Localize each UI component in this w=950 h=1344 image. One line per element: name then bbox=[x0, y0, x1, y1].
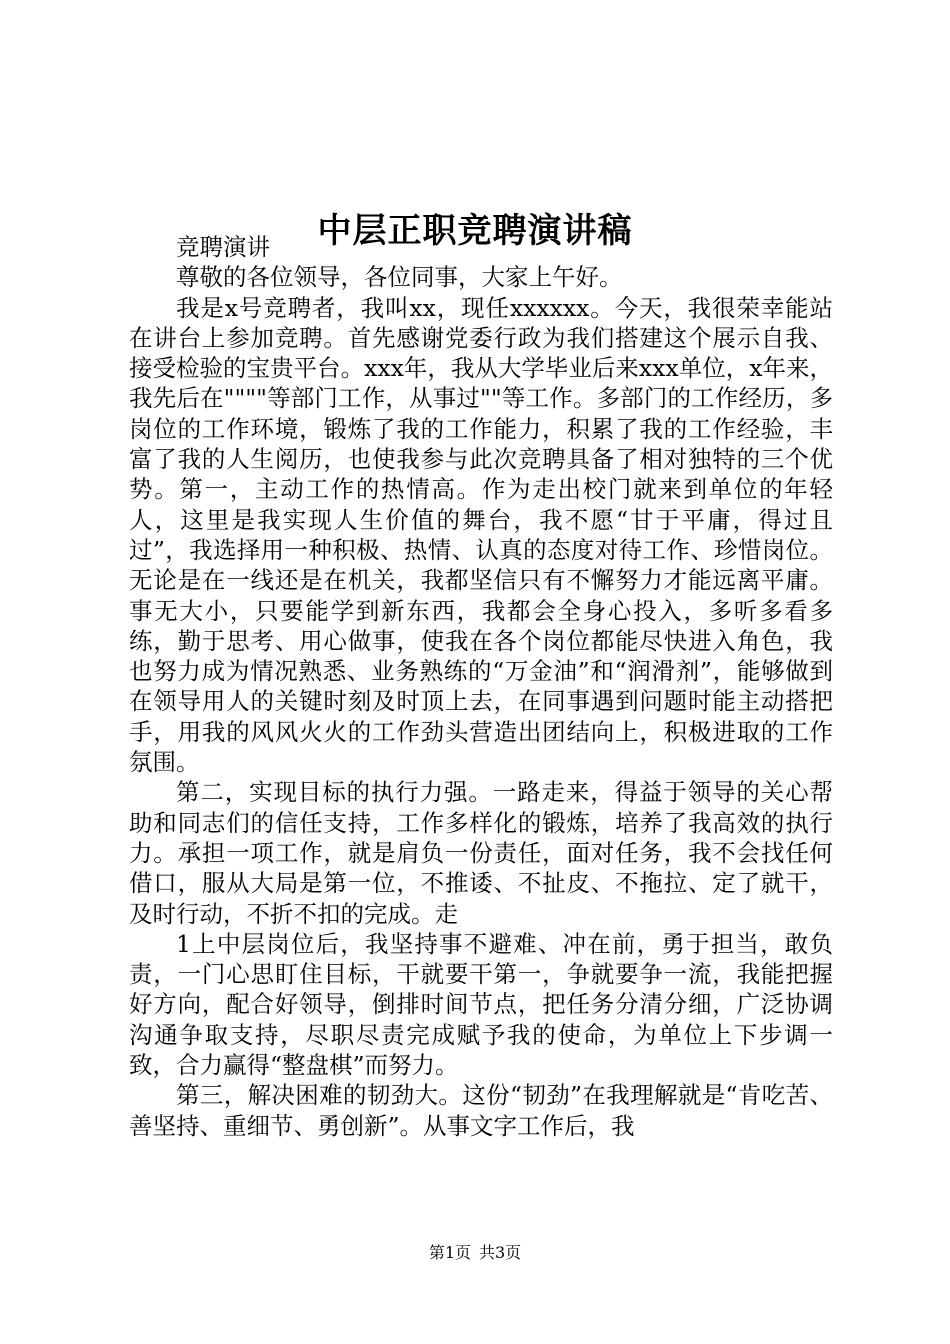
paragraph-greeting: 尊敬的各位领导，各位同事，大家上午好。 bbox=[176, 263, 623, 292]
paragraph-subtitle: 竞聘演讲 bbox=[176, 233, 270, 261]
paragraph-second-advantage: 第二，实现目标的执行力强。一路走来，得益于领导的关心帮助和同志们的信任支持，工作多样化的锻炼，培养了我高效的执行力。承担一项工作，就是肩负一份责任，面对任务，我不会找任何借口，服从大局是第一位，不推诿、不扯皮、不拖拉、定了就干，及时行动，不折不扣的完成。走 bbox=[129, 778, 833, 928]
page-footer bbox=[0, 1242, 950, 1264]
page-number: 第1页 bbox=[428, 1243, 471, 1262]
paragraph-third-advantage: 第三，解决困难的韧劲大。这份“韧劲”在我理解就是“肯吃苦、善坚持、重细节、勇创新”。从事文字工作后，我 bbox=[129, 1081, 833, 1140]
paragraph-introduction: 我是x号竞聘者，我叫xx，现任xxxxxx。今天，我很荣幸能站在讲台上参加竞聘。首先感谢党委行政为我们搭建这个展示自我、接受检验的宝贵平台。xxx年，我从大学毕业后来xxx单位，x年来，我先后在""""等部门工作，从事过""等工作。多部门的工作经历，多岗位的工作环境，锻炼了我的工作能力，积累了我的工作经验，丰富了我的人生阅历，也使我参与此次竞聘具备了相对独特的三个优势。第一，主动工作的热情高。作为走出校门就来到单位的年轻人，这里是我实现人生价值的舞台，我不愿“甘于平庸，得过且过”，我选择用一种积极、热情、认真的态度对待工作、珍惜岗位。无论是在一线还是在机关，我都坚信只有不懈努力才能远离平庸。事无大小，只要能学到新东西，我都会全身心投入，多听多看多练，勤于思考、用心做事，使我在各个岗位都能尽快进入角色，我也努力成为情况熟悉、业务熟练的“万金油”和“润滑剂”，能够做到在领导用人的关键时刻及时顶上去，在同事遇到问题时能主动搭把手，用我的风风火火的工作劲头营造出团结向上，积极进取的工作氛围。 bbox=[129, 293, 833, 777]
page-total: 共3页 bbox=[479, 1243, 522, 1262]
document-title: 中层正职竞聘演讲稿 bbox=[317, 210, 633, 251]
document-body bbox=[129, 232, 833, 1141]
paragraph-continuation: 1上中层岗位后，我坚持事不避难、冲在前，勇于担当，敢负责，一门心思盯住目标，干就要干第一，争就要争一流，我能把握好方向，配合好领导，倒排时间节点，把任务分清分细，广泛协调沟通争取支持，尽职尽责完成赋予我的使命，为单位上下步调一致，合力赢得“整盘棋”而努力。 bbox=[129, 929, 833, 1080]
